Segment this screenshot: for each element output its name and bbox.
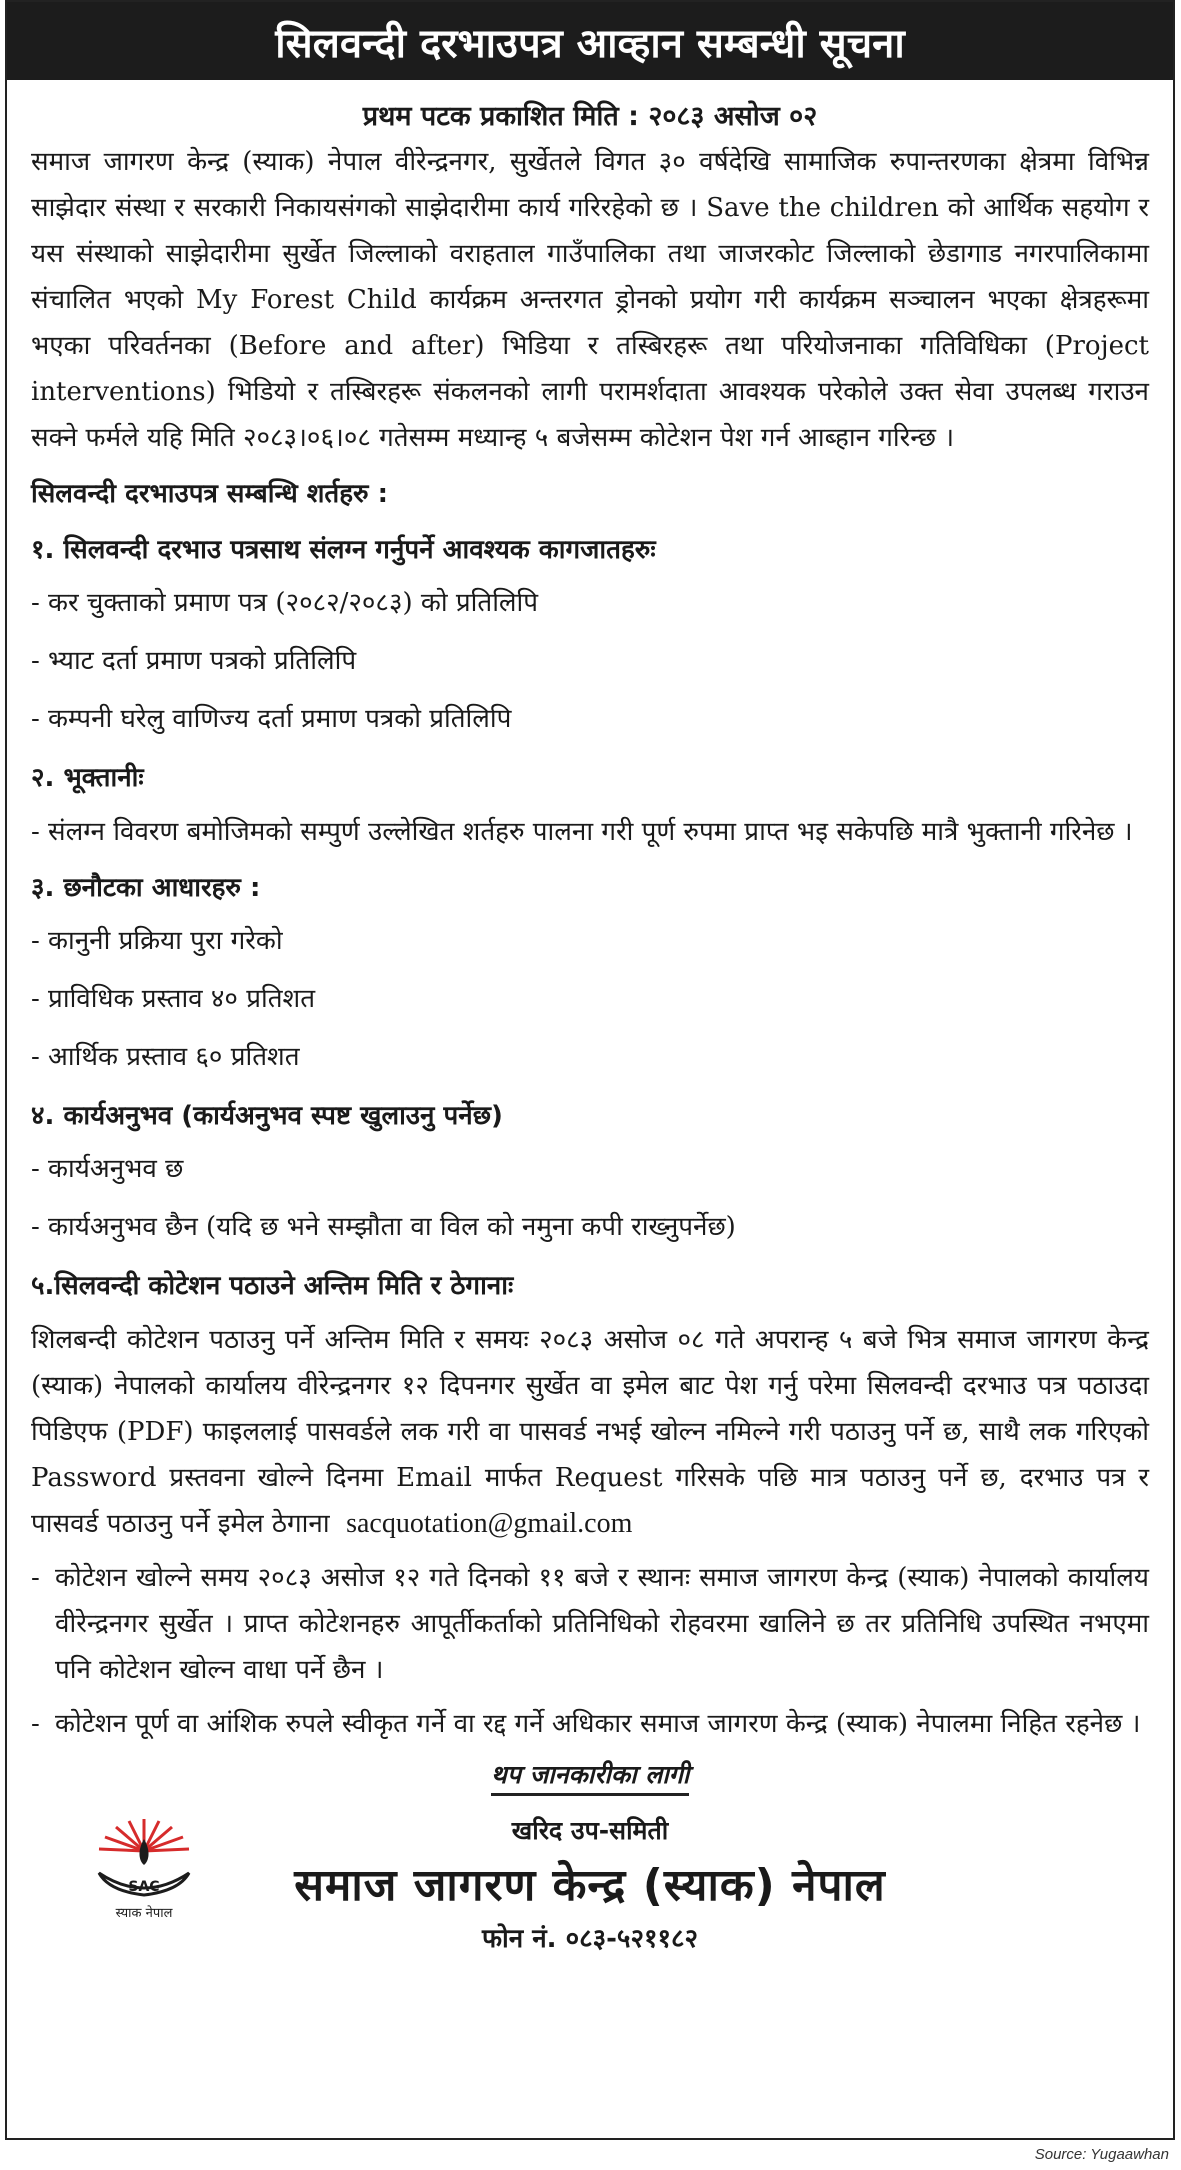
tender-notice <box>5 0 1175 2140</box>
section4-item-yes: - कार्यअनुभव छ <box>31 1154 184 1184</box>
section5-body: शिलबन्दी कोटेशन पठाउनु पर्ने अन्तिम मिति र समयः २०८३ असोज ०८ गते अपरान्ह ५ बजे भित्र समाज जागरण केन्द्र (स्याक) नेपालको कार्यालय वीरेन्द्रनगर १२ दिपनगर सुर्खेत वा इमेल बाट पेश गर्नु परेमा सिलवन्दी दरभाउ पत्र पठाउदा पिडिएफ (PDF) फाइललाई पासवर्डले लक गरी वा पासवर्ड नभई खोल्न नमिल्ने गरी पठाउनु पर्ने छ, साथै लक गरिएको Password प्रस्तवना खोल्ने दिनमा Email मार्फत Request गरिसके पछि मात्र पठाउनु पर्ने छ, दरभाउ पत्र र पासवर्ड पठाउनु पर्ने इमेल ठेगाना <box>31 1325 1149 1539</box>
section3-heading: ३. छनौटका आधारहरु : <box>31 873 261 903</box>
section1-item-tax: - कर चुक्ताको प्रमाण पत्र (२०८२/२०८३) को प्रतिलिपि <box>31 588 539 618</box>
bullet-text: कोटेशन पूर्ण वा आंशिक रुपले स्वीकृत गर्ने वा रद्द गर्ने अधिकार समाज जागरण केन्द्र (स्याक) नेपालमा निहित रहनेछ । <box>55 1709 1141 1739</box>
footer <box>31 1801 1149 1971</box>
section5-heading: ५.सिलवन्दी कोटेशन पठाउने अन्तिम मिति र ठेगानाः <box>31 1271 514 1301</box>
notice-title: सिलवन्दी दरभाउपत्र आव्हान सम्बन्धी सूचना <box>7 2 1173 80</box>
section3-item-financial: - आर्थिक प्रस्ताव ६० प्रतिशत <box>31 1042 300 1072</box>
section3-item-technical: - प्राविधिक प्रस्ताव ४० प्रतिशत <box>31 984 316 1014</box>
conditions-heading: सिलवन्दी दरभाउपत्र सम्बन्धि शर्तहरु : <box>31 479 389 509</box>
section4-heading: ४. कार्यअनुभव (कार्यअनुभव स्पष्ट खुलाउनु पर्नेछ) <box>31 1101 503 1131</box>
more-info-label <box>31 1757 1149 1791</box>
section5-bullet-rights <box>31 1701 1149 1747</box>
section1-item-vat: - भ्याट दर्ता प्रमाण पत्रको प्रतिलिपि <box>31 646 357 676</box>
section4-item-no: - कार्यअनुभव छैन (यदि छ भने सम्झौता वा विल को नमुना कपी राख्नुपर्नेछ) <box>31 1212 736 1242</box>
contact-email[interactable]: sacquotation@gmail.com <box>346 1508 633 1539</box>
phone-number: फोन नं. ०८३-५२११८२ <box>481 1924 699 1954</box>
published-date: प्रथम पटक प्रकाशित मिति : २०८३ असोज ०२ <box>362 101 818 132</box>
logo-caption: स्याक नेपाल <box>115 1906 173 1921</box>
intro-paragraph: समाज जागरण केन्द्र (स्याक) नेपाल वीरेन्द्रनगर, सुर्खेतले विगत ३० वर्षदेखि सामाजिक रुपान्तरणका क्षेत्रमा विभिन्न साझेदार संस्था र सरकारी निकायसंगको साझेदारीमा कार्य गरिरहेको छ । Save the children को आर्थिक सहयोग र यस संस्थाको साझेदारीमा सुर्खेत जिल्लाको वराहताल गाउँपालिका तथा जाजरकोट जिल्लाको छेडागाड नगरपालिकामा संचालित भएको My Forest Child कार्यक्रम अन्तरगत ड्रोनको प्रयोग गरी कार्यक्रम सञ्चालन भएका क्षेत्रहरूमा भएका परिवर्तनका (Before and after) भिडिया र तस्बिरहरू तथा परियोजनाका गतिविधिका (Project interventions) भिडियो र तस्बिरहरू संकलनको लागी परामर्शदाता आवश्यक परेकोले उक्त सेवा उपलब्ध गराउन सक्ने फर्मले यहि मिति २०८३।०६।०८ गतेसम्म मध्यान्ह ५ बजेसम्म कोटेशन पेश गर्न आब्हान गरिन्छ । <box>31 147 1149 453</box>
section1-item-company: - कम्पनी घरेलु वाणिज्य दर्ता प्रमाण पत्रको प्रतिलिपि <box>31 704 512 734</box>
section2-heading: २. भूक्तानीः <box>31 763 144 793</box>
notice-body <box>7 80 1173 1971</box>
section3-item-legal: - कानुनी प्रक्रिया पुरा गरेको <box>31 926 283 956</box>
section5-bullet-opening <box>31 1555 1149 1693</box>
organization-name: समाज जागरण केन्द्र (स्याक) नेपाल <box>294 1860 886 1911</box>
more-info-text: थप जानकारीका लागी <box>491 1760 690 1796</box>
committee-name: खरिद उप-समिती <box>511 1816 669 1845</box>
bullet-text: कोटेशन खोल्ने समय २०८३ असोज १२ गते दिनको ११ बजे र स्थानः समाज जागरण केन्द्र (स्याक) नेपालको कार्यालय वीरेन्द्रनगर सुर्खेत । प्राप्त कोटेशनहरु आपूर्तीकर्ताको प्रतिनिधिको रोहवरमा खालिने छ तर प्रतिनिधि उपस्थित नभएमा पनि कोटेशन खोल्न वाधा पर्ने छैन । <box>55 1563 1149 1685</box>
dash-mark: - <box>31 1563 40 1593</box>
logo-letters: SAC <box>128 1879 160 1895</box>
section5-text <box>31 1317 1149 1547</box>
source-credit: Source: Yugaawhan <box>1034 2146 1169 2163</box>
dash-mark: - <box>31 1709 40 1739</box>
section2-text: - संलग्न विवरण बमोजिमको सम्पुर्ण उल्लेखित शर्तहरु पालना गरी पूर्ण रुपमा प्राप्त भइ सकेपछि मात्रै भुक्तानी गरिनेछ । <box>31 817 1133 847</box>
section1-heading: १. सिलवन्दी दरभाउ पत्रसाथ संलग्न गर्नुपर्ने आवश्यक कागजातहरुः <box>31 535 656 565</box>
